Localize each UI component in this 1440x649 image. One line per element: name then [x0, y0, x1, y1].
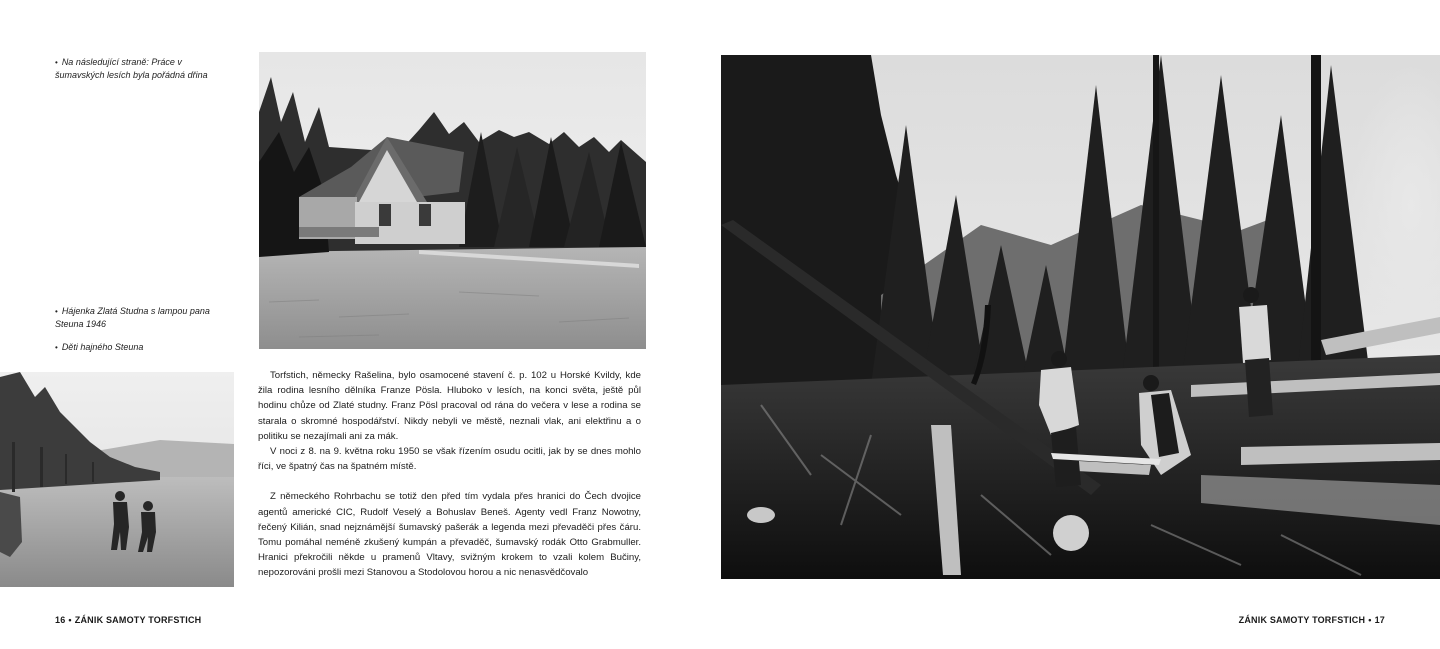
running-title: ZÁNIK SAMOTY TORFSTICH — [74, 615, 202, 625]
caption-next-page — [55, 56, 230, 81]
paragraph: Z německého Rohrbachu se totiž den před tím vydala přes hranici do Čech dvojice agentů americké CIC, Rudolf Veselý a Bohuslav Beneš. Agenty vedl Franz Nowotny, řečený Kilián, snad nejznámější šumavský pašerák a legenda mezi převaděči přes čáru. Tomu pomáhal neméně zkušený kumpán a převaděč, šumavský rodák Otto Grabmuller. Hranici překročili někde u pramenů Vltavy, svižným krokem to vzali kolem Bučiny, nepozorováni prošli mezi Stanovou a Stodolovou horou a nic nenasvědčovalo — [258, 491, 641, 579]
running-title: ZÁNIK SAMOTY TORFSTICH — [1238, 615, 1366, 625]
article-body — [258, 368, 641, 581]
photo-forester-lodge — [259, 52, 646, 349]
caption-house-text: Hájenka Zlatá Studna s lampou pana Steuna 1946 — [55, 306, 210, 329]
bullet-icon: • — [55, 307, 58, 316]
photo-children — [0, 372, 234, 587]
footer-left — [55, 615, 201, 625]
caption-kids-text: Děti hajného Steuna — [61, 342, 144, 352]
photo-lumberjacks — [721, 55, 1440, 579]
page-number: 17 — [1374, 615, 1385, 625]
caption-house — [55, 305, 230, 330]
caption-kids — [55, 341, 230, 354]
bullet-icon: • — [55, 343, 58, 352]
footer-right — [1239, 615, 1385, 625]
page-number: 16 — [55, 615, 66, 625]
separator-dot: • — [68, 615, 72, 625]
bullet-icon: • — [55, 58, 58, 67]
caption-next-page-text: Na následující straně: Práce v šumavských lesích byla pořádná dřina — [55, 57, 208, 80]
paragraph: V noci z 8. na 9. května roku 1950 se však řízením osudu ocitli, jak by se dnes mohlo říci, ve špatný čas na špatném místě. — [258, 446, 641, 473]
separator-dot: • — [1368, 615, 1372, 625]
paragraph: Torfstich, německy Rašelina, bylo osamocené stavení č. p. 102 u Horské Kvildy, kde žila rodina lesního dělníka Franze Pösla. Hluboko v lesích, na konci světa, ještě půl hodinu chůze od Zlaté studny. Franz Pösl pracoval od rána do večera v lese a rodina se starala o skromné hospodářství. Nikdy nebyli ve městě, neznali vlak, ani elektřinu a o politiku se nezajímali ani za mák. — [258, 370, 641, 442]
